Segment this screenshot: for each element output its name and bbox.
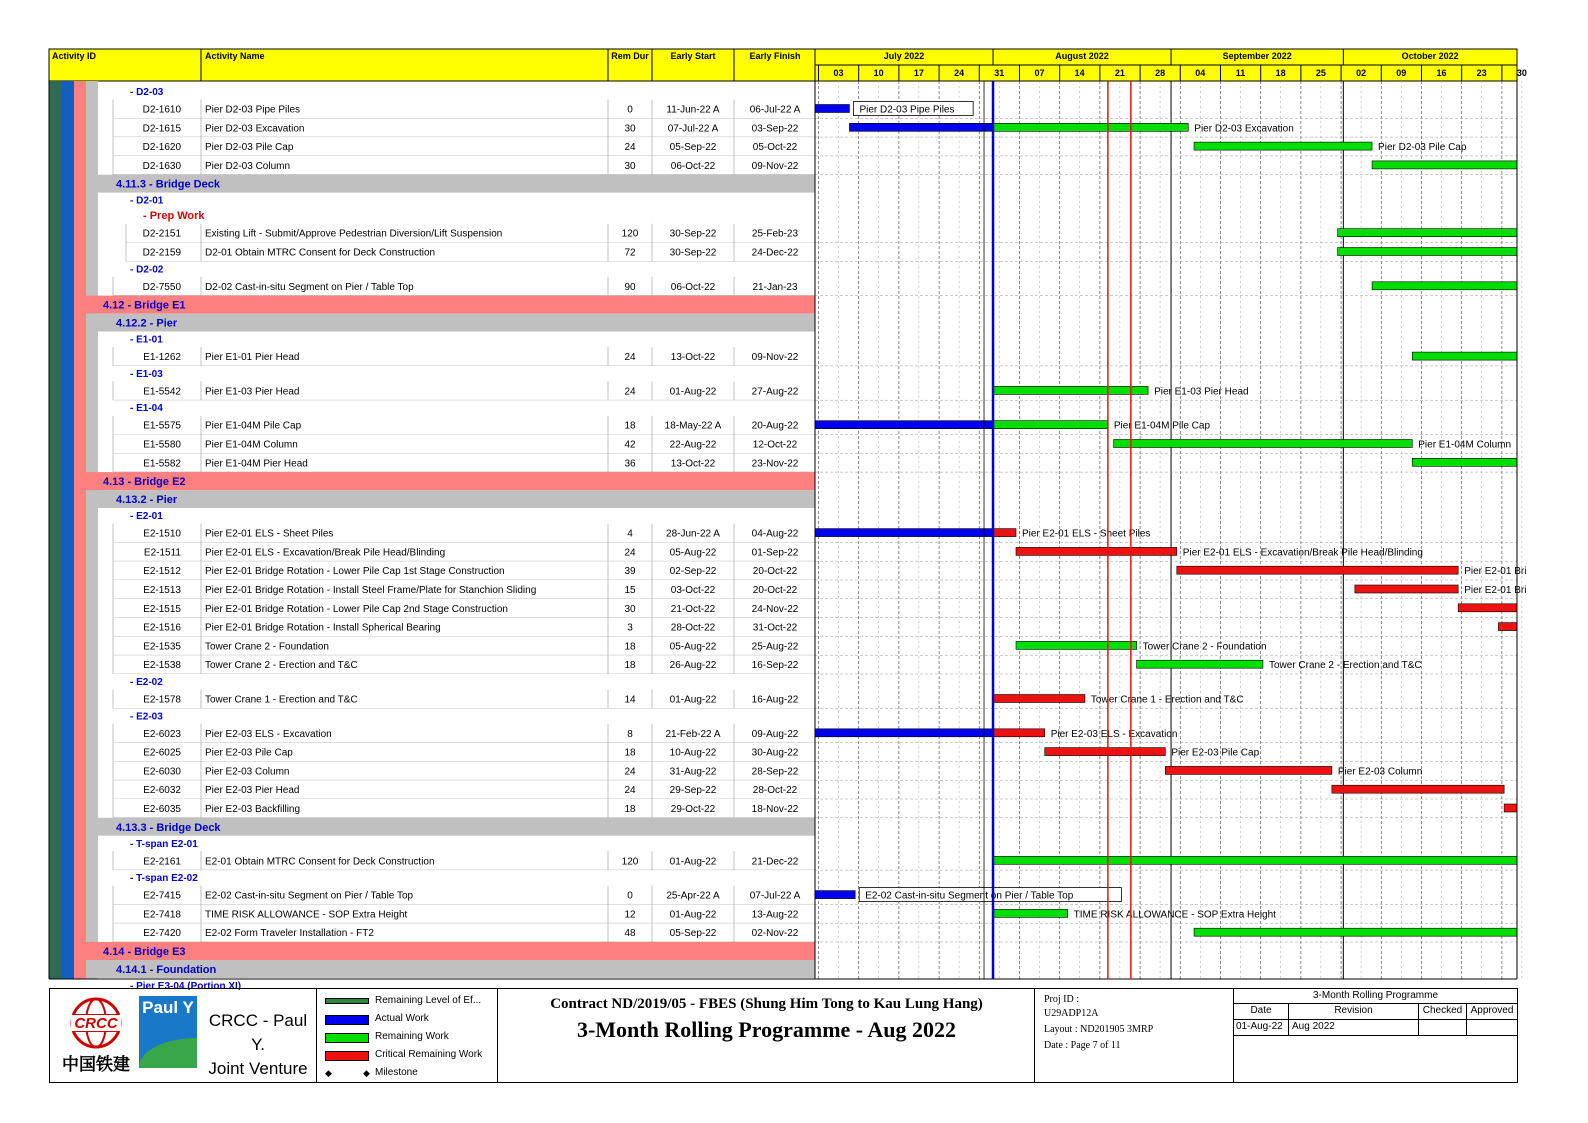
activity-id: E2-1538 xyxy=(143,660,181,672)
early-start: 28-Oct-22 xyxy=(670,622,716,634)
early-finish: 06-Jul-22 A xyxy=(749,104,801,116)
activity-name: Pier E2-03 Backfilling xyxy=(205,804,301,815)
wbs-label: - E1-01 xyxy=(130,334,163,346)
activity-name: E2-01 Obtain MTRC Consent for Deck Construction xyxy=(205,856,435,868)
early-start: 30-Sep-22 xyxy=(669,247,717,259)
remaining-bar xyxy=(1194,142,1372,150)
actual-swatch xyxy=(325,1015,369,1025)
early-start: 28-Jun-22 A xyxy=(666,528,720,540)
critical-bar xyxy=(993,729,1045,737)
early-start: 01-Aug-22 xyxy=(669,856,717,868)
early-start: 07-Jul-22 A xyxy=(667,123,719,135)
early-start: 01-Aug-22 xyxy=(669,386,717,398)
bar-label: Tower Crane 2 - Foundation xyxy=(1142,641,1267,653)
early-start: 13-Oct-22 xyxy=(670,458,716,470)
pauly-logo: Paul Y xyxy=(139,996,197,1068)
title-area xyxy=(498,989,1035,1082)
actual-bar xyxy=(849,123,993,131)
activity-name: Pier D2-03 Column xyxy=(205,160,291,172)
wbs-label: - T-span E2-01 xyxy=(130,838,198,850)
activity-id: E2-1513 xyxy=(143,585,181,596)
activity-id: D2-1610 xyxy=(142,104,181,116)
early-start: 22-Aug-22 xyxy=(669,439,717,451)
remaining-bar xyxy=(1338,229,1517,237)
month-label: October 2022 xyxy=(1401,51,1459,61)
rem-dur: 18 xyxy=(624,747,636,759)
activity-id: E2-1511 xyxy=(143,547,181,559)
activity-id: E2-1516 xyxy=(143,622,181,634)
early-start: 02-Sep-22 xyxy=(669,566,717,578)
early-finish: 12-Oct-22 xyxy=(752,439,798,451)
rem-dur: 18 xyxy=(624,660,636,672)
critical-bar xyxy=(1504,804,1517,812)
early-finish: 01-Sep-22 xyxy=(751,547,799,559)
milestone-icon: ◆ xyxy=(325,1068,332,1078)
remaining-bar xyxy=(993,123,1188,131)
week-label: 17 xyxy=(913,68,924,78)
activity-name: D2-02 Cast-in-situ Segment on Pier / Table Top xyxy=(205,281,414,293)
critical-bar xyxy=(1332,785,1504,793)
remaining-bar xyxy=(993,856,1517,864)
early-finish: 24-Dec-22 xyxy=(751,247,799,259)
bar-label: Pier E2-01 Bri xyxy=(1464,585,1527,596)
activity-id: E2-1512 xyxy=(143,566,181,578)
activity-id: E1-5580 xyxy=(143,439,181,451)
early-finish: 13-Aug-22 xyxy=(751,909,799,921)
bar-label: Pier E2-01 ELS - Sheet Piles xyxy=(1022,528,1151,540)
jv-name: CRCC - Paul Y. Joint Venture xyxy=(208,1011,308,1078)
activity-name: Pier E2-01 Bridge Rotation - Lower Pile Cap 2nd Stage Construction xyxy=(205,603,508,615)
contract-title: Contract ND/2019/05 - FBES (Shung Him Tong to Kau Lung Hang) xyxy=(550,996,983,1012)
activity-name: Pier E2-01 Bridge Rotation - Install Steel Frame/Plate for Stanchion Sliding xyxy=(205,585,537,596)
remaining-bar xyxy=(993,421,1108,429)
week-label: 21 xyxy=(1114,68,1125,78)
wbs-band xyxy=(86,314,815,332)
remaining-bar xyxy=(1372,161,1517,169)
rem-dur: 30 xyxy=(624,160,636,172)
early-start: 01-Aug-22 xyxy=(669,909,717,921)
critical-bar xyxy=(1458,604,1517,612)
actual-bar xyxy=(815,729,993,737)
early-start: 05-Aug-22 xyxy=(669,547,717,559)
activity-id: E2-1515 xyxy=(143,603,181,615)
early-finish: 23-Nov-22 xyxy=(751,458,799,470)
activity-name: Pier D2-03 Pipe Piles xyxy=(205,104,301,116)
rem-dur: 90 xyxy=(624,281,636,293)
rem-dur: 42 xyxy=(624,439,636,451)
bar-label: Tower Crane 2 - Erection and T&C xyxy=(1268,660,1422,672)
activity-id: E1-1262 xyxy=(143,352,181,364)
critical-bar xyxy=(1355,585,1458,593)
rem-dur: 0 xyxy=(627,104,633,116)
activity-name: Pier D2-03 Pile Cap xyxy=(205,142,294,154)
activity-id: E2-2161 xyxy=(143,856,181,868)
activity-id: D2-1620 xyxy=(142,142,181,154)
activity-name: D2-01 Obtain MTRC Consent for Deck Construction xyxy=(205,247,436,259)
remaining-bar xyxy=(993,909,1068,917)
bar-label: Pier D2-03 Pipe Piles xyxy=(859,104,955,116)
rem-dur: 8 xyxy=(627,728,633,740)
remaining-bar xyxy=(1372,282,1517,290)
week-label: 31 xyxy=(994,68,1005,78)
activity-name: Pier E2-01 Bridge Rotation - Lower Pile Cap 1st Stage Construction xyxy=(205,566,505,578)
remaining-bar xyxy=(993,386,1148,394)
activity-id: E2-1535 xyxy=(143,641,181,653)
col-header-rem-dur: Rem Dur xyxy=(611,51,649,61)
rem-dur: 18 xyxy=(624,420,636,432)
critical-swatch xyxy=(325,1051,369,1061)
wbs-label: 4.12 - Bridge E1 xyxy=(103,299,186,312)
bar-label: Pier E1-04M Pile Cap xyxy=(1113,420,1211,432)
wbs-label: - D2-03 xyxy=(130,87,164,98)
early-finish: 20-Oct-22 xyxy=(752,566,798,578)
wbs-label: 4.13 - Bridge E2 xyxy=(103,476,186,489)
wbs-label: 4.12.2 - Pier xyxy=(116,317,178,330)
wbs-label: 4.13.3 - Bridge Deck xyxy=(116,821,221,834)
activity-name: Pier E1-04M Pile Cap xyxy=(205,420,302,432)
bar-label: Pier E2-01 ELS - Excavation/Break Pile Head/Blinding xyxy=(1182,547,1423,559)
remaining-bar xyxy=(1412,458,1517,466)
activity-name: Pier D2-03 Excavation xyxy=(205,123,305,135)
activity-name: Tower Crane 2 - Foundation xyxy=(205,641,329,653)
wbs-label: 4.14.1 - Foundation xyxy=(116,964,217,976)
programme-title: 3-Month Rolling Programme - Aug 2022 xyxy=(576,1017,957,1042)
early-start: 21-Oct-22 xyxy=(670,603,716,615)
activity-id: D2-7550 xyxy=(142,281,181,293)
col-header-activity-name: Activity Name xyxy=(205,51,265,61)
wbs-band-level1 xyxy=(62,81,74,979)
actual-bar xyxy=(815,891,855,899)
wbs-label: - T-span E2-02 xyxy=(130,873,198,885)
critical-bar xyxy=(993,529,1016,537)
early-start: 06-Oct-22 xyxy=(670,160,716,172)
activity-name: Pier E1-01 Pier Head xyxy=(205,352,300,364)
early-finish: 05-Oct-22 xyxy=(752,142,798,154)
level-swatch xyxy=(325,998,369,1004)
activity-id: E2-6023 xyxy=(143,728,181,740)
wbs-band-level3 xyxy=(86,81,98,979)
svg-text:中国铁建: 中国铁建 xyxy=(62,1055,130,1075)
activity-id: E1-5542 xyxy=(143,386,181,398)
wbs-label: 4.11.3 - Bridge Deck xyxy=(116,178,220,191)
activity-name: Pier E2-01 Bridge Rotation - Install Spherical Bearing xyxy=(205,622,441,634)
critical-bar xyxy=(1045,748,1166,756)
wbs-band xyxy=(86,490,815,508)
bar-label: Pier E1-03 Pier Head xyxy=(1154,386,1249,398)
month-label: August 2022 xyxy=(1055,51,1109,61)
wbs-label: - E1-04 xyxy=(130,403,163,415)
activity-id: D2-1630 xyxy=(142,160,181,172)
bar-label: E2-02 Cast-in-situ Segment on Pier / Table Top xyxy=(865,890,1074,902)
remaining-bar xyxy=(1338,248,1517,256)
bar-label: Pier E2-03 Pile Cap xyxy=(1171,747,1260,759)
remaining-bar xyxy=(1137,660,1263,668)
remaining-bar xyxy=(1114,440,1413,448)
early-finish: 20-Oct-22 xyxy=(752,585,798,596)
early-start: 11-Jun-22 A xyxy=(666,104,720,116)
wbs-label: 4.14 - Bridge E3 xyxy=(103,946,186,958)
bar-label: Pier D2-03 Pile Cap xyxy=(1378,142,1467,154)
week-label: 28 xyxy=(1155,68,1166,78)
activity-id: E2-1578 xyxy=(143,694,181,706)
early-finish: 16-Aug-22 xyxy=(751,694,799,706)
activity-name: E2-02 Form Traveler Installation - FT2 xyxy=(205,928,374,940)
rem-dur: 24 xyxy=(624,785,636,797)
activity-id: E2-1510 xyxy=(143,528,181,540)
wbs-label: - E2-01 xyxy=(130,511,163,523)
logo-area xyxy=(50,989,317,1082)
rem-dur: 120 xyxy=(621,228,639,240)
remaining-bar xyxy=(1412,352,1517,360)
activity-id: E2-7418 xyxy=(143,909,181,921)
early-finish: 25-Aug-22 xyxy=(751,641,799,653)
activity-name: TIME RISK ALLOWANCE - SOP Extra Height xyxy=(205,909,408,921)
wbs-label: - E1-03 xyxy=(130,368,163,380)
remaining-bar xyxy=(1016,641,1137,649)
rem-dur: 30 xyxy=(624,123,636,135)
early-start: 13-Oct-22 xyxy=(670,352,716,364)
rem-dur: 14 xyxy=(624,694,636,706)
early-finish: 07-Jul-22 A xyxy=(749,890,801,902)
bar-label: Pier E2-03 ELS - Excavation xyxy=(1050,728,1178,740)
activity-id: E2-7420 xyxy=(143,928,181,940)
week-label: 07 xyxy=(1034,68,1045,78)
early-finish: 28-Sep-22 xyxy=(751,766,799,778)
critical-bar xyxy=(993,695,1085,703)
rem-dur: 72 xyxy=(624,247,636,259)
bar-label: TIME RISK ALLOWANCE - SOP Extra Height xyxy=(1073,909,1276,921)
activity-id: E1-5575 xyxy=(143,420,181,432)
activity-name: Existing Lift - Submit/Approve Pedestrian Diversion/Lift Suspension xyxy=(205,228,503,240)
month-label: July 2022 xyxy=(883,51,925,61)
rem-dur: 30 xyxy=(624,603,636,615)
wbs-label: - E2-02 xyxy=(130,677,163,688)
early-start: 21-Feb-22 A xyxy=(665,728,721,740)
early-start: 10-Aug-22 xyxy=(669,747,717,759)
title-block xyxy=(49,988,1518,1083)
critical-bar xyxy=(1016,547,1177,555)
activity-name: Pier E1-03 Pier Head xyxy=(205,386,300,398)
early-finish: 03-Sep-22 xyxy=(751,123,799,135)
activity-id: E2-6032 xyxy=(143,785,181,797)
week-label: 25 xyxy=(1315,68,1326,78)
wbs-band-level2 xyxy=(74,81,86,979)
activity-name: Pier E2-03 ELS - Excavation xyxy=(205,728,332,740)
activity-name: Pier E1-04M Pier Head xyxy=(205,458,308,470)
activity-name: Pier E2-03 Pile Cap xyxy=(205,747,293,759)
remaining-bar xyxy=(1194,928,1517,936)
early-finish: 24-Nov-22 xyxy=(751,603,799,615)
early-start: 05-Aug-22 xyxy=(669,641,717,653)
week-label: 30 xyxy=(1516,68,1527,78)
activity-name: Pier E2-03 Pier Head xyxy=(205,785,300,797)
early-start: 05-Sep-22 xyxy=(669,142,717,154)
bar-label: Pier D2-03 Excavation xyxy=(1194,123,1294,135)
rem-dur: 39 xyxy=(624,566,636,578)
activity-name: Pier E2-03 Column xyxy=(205,766,290,778)
col-header-activity-id: Activity ID xyxy=(52,51,97,61)
early-start: 18-May-22 A xyxy=(664,420,722,432)
rem-dur: 18 xyxy=(624,804,636,815)
bar-label: Tower Crane 1 - Erection and T&C xyxy=(1090,694,1244,706)
activity-id: E2-6025 xyxy=(143,747,181,759)
bar-label: Pier E2-01 Bri xyxy=(1464,566,1527,578)
actual-bar xyxy=(815,421,993,429)
critical-bar xyxy=(1177,566,1458,574)
week-label: 04 xyxy=(1195,68,1206,78)
early-start: 05-Sep-22 xyxy=(669,928,717,940)
actual-bar xyxy=(815,105,849,113)
wbs-label: 4.13.2 - Pier xyxy=(116,494,178,507)
rem-dur: 12 xyxy=(624,909,636,921)
remaining-swatch xyxy=(325,1033,369,1043)
activity-name: Pier E2-01 ELS - Excavation/Break Pile Head/Blinding xyxy=(205,547,446,559)
col-header-early-finish: Early Finish xyxy=(749,51,801,61)
early-start: 29-Sep-22 xyxy=(669,785,717,797)
rem-dur: 24 xyxy=(624,547,636,559)
week-label: 02 xyxy=(1356,68,1367,78)
wbs-label: - D2-01 xyxy=(130,195,164,207)
crcc-logo xyxy=(56,995,141,1075)
early-start: 26-Aug-22 xyxy=(669,660,717,672)
wbs-label: - D2-02 xyxy=(130,264,164,276)
rem-dur: 15 xyxy=(624,585,636,596)
activity-id: E1-5582 xyxy=(143,458,181,470)
bar-label: Pier E1-04M Column xyxy=(1418,439,1512,451)
critical-bar xyxy=(1165,766,1332,774)
early-start: 31-Aug-22 xyxy=(669,766,717,778)
revision-table: 3-Month Rolling Programme Date Revision Checked Approved 01-Aug-22 Aug 2022 xyxy=(1234,989,1517,1082)
early-finish: 30-Aug-22 xyxy=(751,747,799,759)
early-finish: 20-Aug-22 xyxy=(751,420,799,432)
week-label: 14 xyxy=(1074,68,1085,78)
legend: Remaining Level of Ef... Actual Work Remaining Work Critical Remaining Work ◆ ◆ Milestone xyxy=(317,989,498,1082)
rem-dur: 120 xyxy=(621,856,639,868)
early-start: 06-Oct-22 xyxy=(670,281,716,293)
month-label: September 2022 xyxy=(1222,51,1292,61)
week-label: 10 xyxy=(873,68,884,78)
early-finish: 25-Feb-23 xyxy=(751,228,799,240)
rem-dur: 24 xyxy=(624,766,636,778)
svg-text:CRCC: CRCC xyxy=(74,1015,118,1032)
early-start: 03-Oct-22 xyxy=(670,585,716,596)
wbs-label: - Pier E3-04 (Portion XI) xyxy=(130,981,242,990)
week-label: 16 xyxy=(1436,68,1447,78)
activity-name: Tower Crane 2 - Erection and T&C xyxy=(205,660,358,672)
early-finish: 02-Nov-22 xyxy=(751,928,799,940)
activity-name: Pier E1-04M Column xyxy=(205,439,298,451)
activity-name: Tower Crane 1 - Erection and T&C xyxy=(205,694,358,706)
rem-dur: 24 xyxy=(624,352,636,364)
week-label: 23 xyxy=(1476,68,1487,78)
rem-dur: 18 xyxy=(624,641,636,653)
early-start: 30-Sep-22 xyxy=(669,228,717,240)
early-start: 29-Oct-22 xyxy=(670,804,716,815)
activity-id: E2-6030 xyxy=(143,766,181,778)
rem-dur: 24 xyxy=(624,142,636,154)
rem-dur: 48 xyxy=(624,928,636,940)
early-finish: 31-Oct-22 xyxy=(752,622,798,634)
activity-id: E2-6035 xyxy=(143,804,181,815)
wbs-band-level0 xyxy=(49,81,62,979)
week-label: 03 xyxy=(833,68,844,78)
rem-dur: 24 xyxy=(624,386,636,398)
early-finish: 09-Nov-22 xyxy=(751,352,799,364)
early-start: 25-Apr-22 A xyxy=(666,890,720,902)
early-finish: 18-Nov-22 xyxy=(751,804,799,815)
week-label: 24 xyxy=(954,68,965,78)
early-finish: 09-Nov-22 xyxy=(751,160,799,172)
early-finish: 21-Dec-22 xyxy=(751,856,799,868)
actual-bar xyxy=(815,529,993,537)
activity-id: E2-7415 xyxy=(143,890,181,902)
early-finish: 28-Oct-22 xyxy=(752,785,798,797)
early-finish: 09-Aug-22 xyxy=(751,728,799,740)
col-header-early-start: Early Start xyxy=(670,51,716,61)
critical-bar xyxy=(1498,623,1517,631)
rem-dur: 0 xyxy=(627,890,633,902)
rem-dur: 4 xyxy=(627,528,633,540)
rem-dur: 36 xyxy=(624,458,636,470)
early-finish: 16-Sep-22 xyxy=(751,660,799,672)
week-label: 11 xyxy=(1235,68,1246,78)
bar-label: Pier E2-03 Column xyxy=(1337,766,1423,778)
wbs-label: - Prep Work xyxy=(143,210,205,223)
early-finish: 27-Aug-22 xyxy=(751,386,799,398)
activity-name: Pier E2-01 ELS - Sheet Piles xyxy=(205,528,334,540)
week-label: 18 xyxy=(1275,68,1286,78)
activity-id: D2-2151 xyxy=(142,228,181,240)
activity-id: D2-2159 xyxy=(142,247,181,259)
activity-name: E2-02 Cast-in-situ Segment on Pier / Table Top xyxy=(205,890,414,902)
rem-dur: 3 xyxy=(627,622,633,634)
early-finish: 21-Jan-23 xyxy=(752,281,798,293)
early-finish: 04-Aug-22 xyxy=(751,528,799,540)
activity-id: D2-1615 xyxy=(142,123,181,135)
project-info: Proj ID : U29ADP12A Layout : ND201905 3MRP Date : Page 7 of 11 xyxy=(1035,989,1234,1082)
wbs-label: - E2-03 xyxy=(130,711,163,723)
early-start: 01-Aug-22 xyxy=(669,694,717,706)
week-label: 09 xyxy=(1396,68,1407,78)
